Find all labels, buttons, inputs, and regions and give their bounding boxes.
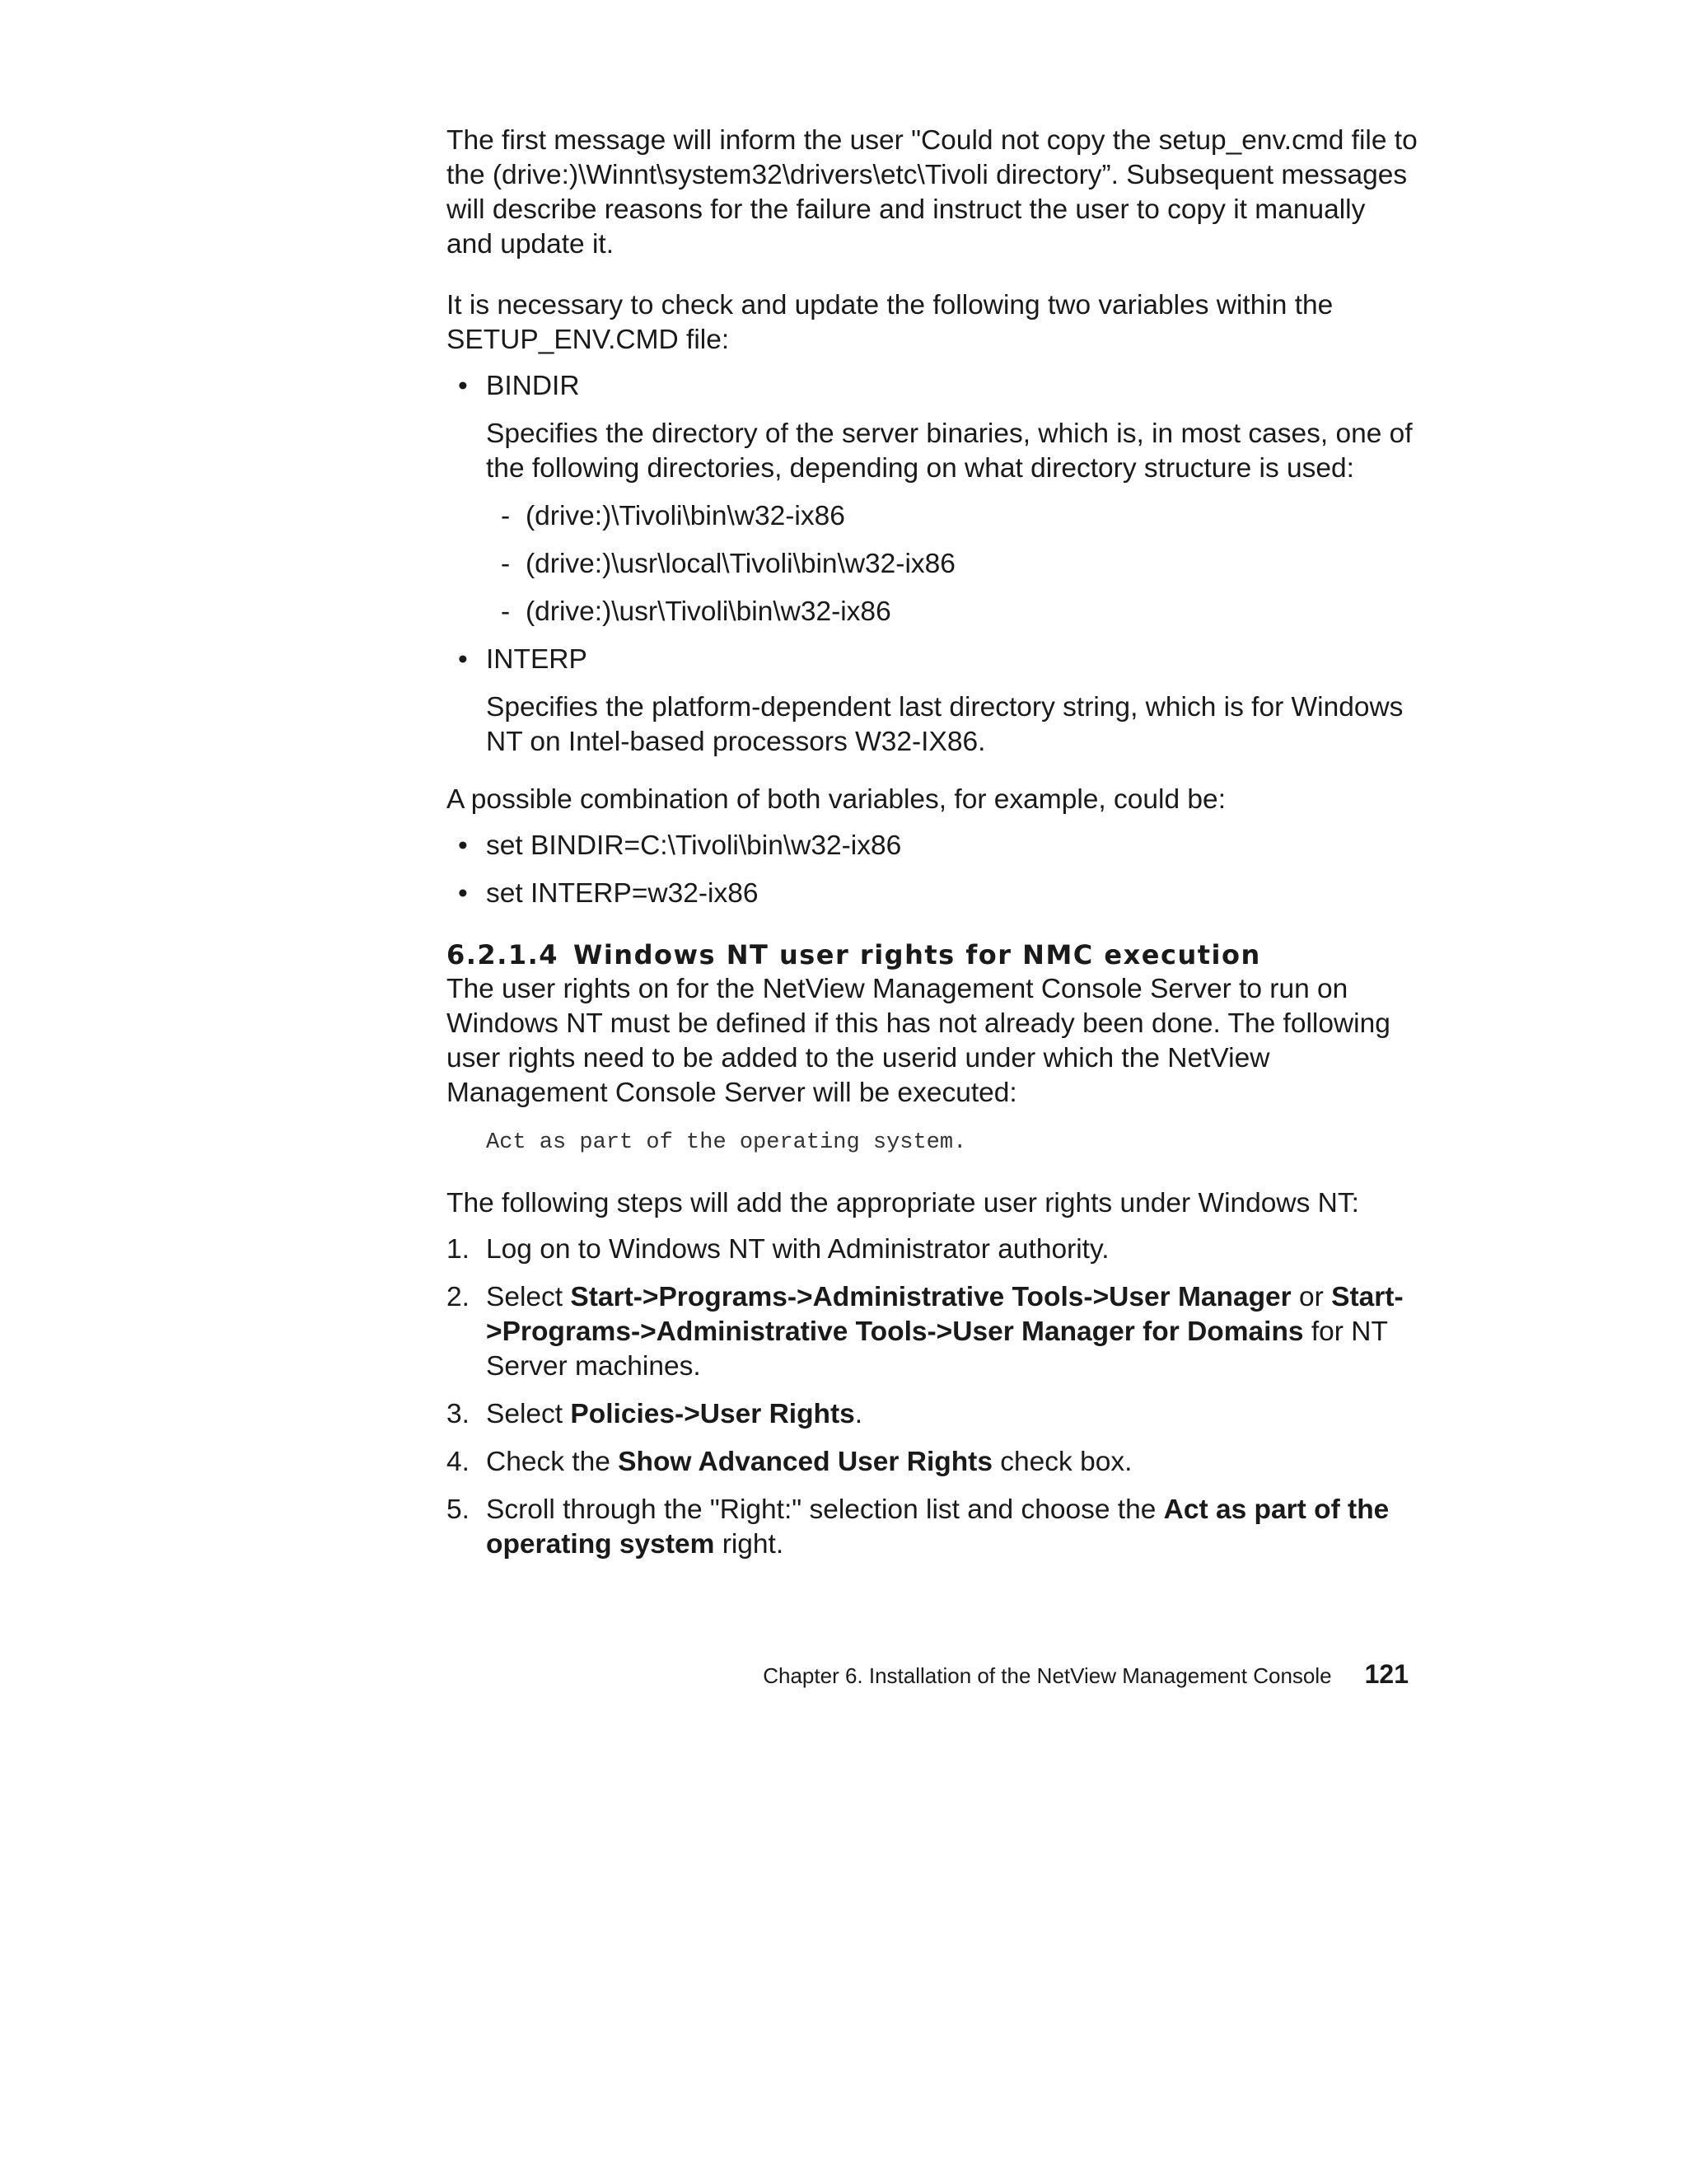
steps-intro: The following steps will add the appropriate user rights under Windows NT: — [446, 1188, 1359, 1218]
variable-name: BINDIR — [486, 371, 580, 401]
footer-chapter: Chapter 6. Installation of the NetView Management Console — [763, 1663, 1332, 1688]
step-number: 2. — [446, 1282, 470, 1312]
path-item: - (drive:)\usr\local\Tivoli\bin\w32-ix86 — [486, 547, 1418, 582]
menu-path-user-manager-domains: Start->Programs->Administrative Tools->User Manager for Domains — [486, 1282, 1404, 1347]
step-item — [446, 1280, 1418, 1384]
example-line: • set BINDIR=C:\Tivoli\bin\w32-ix86 — [446, 829, 1418, 863]
section-body: The user rights on for the NetView Management Console Server to run on Windows NT must be defined if this has not already been done. The following user rights need to be added to the userid under which the NetView Management Console Server will be executed: — [446, 974, 1390, 1108]
section-number: 6.2.1.4 — [446, 939, 559, 970]
steps-list — [446, 1232, 1418, 1562]
code-sample: Act as part of the operating system. — [486, 1130, 967, 1155]
step-text-pre: Scroll through the "Right:" selection list and choose the — [486, 1494, 1164, 1525]
step-text-post: right. — [714, 1529, 784, 1560]
example-list — [446, 829, 1418, 911]
variable-item-bindir — [446, 369, 1418, 629]
section-title: Windows NT user rights for NMC execution — [573, 939, 1261, 970]
variable-description: Specifies the directory of the server binaries, which is, in most cases, one of the following directories, depending on what directory structure is used: — [486, 419, 1413, 484]
step-number: 1. — [446, 1234, 470, 1265]
page-number: 121 — [1364, 1659, 1409, 1689]
step-text-pre: Check the — [486, 1447, 619, 1477]
step-text-post: check box. — [992, 1447, 1133, 1477]
checkbox-label-advanced-rights: Show Advanced User Rights — [618, 1447, 993, 1477]
path-item: - (drive:)\Tivoli\bin\w32-ix86 — [486, 499, 1418, 534]
variable-description: Specifies the platform-dependent last directory string, which is for Windows NT on Intel-based processors W32-IX86. — [486, 692, 1404, 757]
variable-name: INTERP — [486, 644, 587, 675]
step-item — [446, 1493, 1418, 1562]
page-footer — [446, 1660, 1409, 1690]
menu-path-user-manager: Start->Programs->Administrative Tools->User Manager — [570, 1282, 1292, 1312]
step-item — [446, 1445, 1418, 1480]
step-text-pre: Select — [486, 1282, 571, 1312]
variable-list — [446, 369, 1418, 760]
variable-item-interp — [446, 643, 1418, 760]
step-text-post: . — [854, 1399, 863, 1429]
step-item — [446, 1397, 1418, 1432]
step-number: 3. — [446, 1399, 470, 1429]
step-number: 5. — [446, 1494, 470, 1525]
section-heading — [446, 938, 1418, 972]
step-text: Log on to Windows NT with Administrator authority. — [486, 1234, 1110, 1265]
step-text-post: for NT Server machines. — [486, 1316, 1388, 1382]
menu-path-user-rights: Policies->User Rights — [570, 1399, 855, 1429]
step-text-pre: Select — [486, 1399, 571, 1429]
step-text-mid: or — [1291, 1282, 1332, 1312]
path-item: - (drive:)\usr\Tivoli\bin\w32-ix86 — [486, 595, 1418, 629]
intro-paragraph-2: It is necessary to check and update the following two variables within the SETUP_ENV.CMD file: — [446, 290, 1334, 355]
intro-paragraph-1: The first message will inform the user "Could not copy the setup_env.cmd file to the (drive:)\Winnt\system32\drivers\etc\Tivoli directory”. Subsequent messages will describe reasons for the failure and instruct the user to copy it manually and update it. — [446, 125, 1418, 260]
step-number: 4. — [446, 1447, 470, 1477]
page-body — [446, 124, 1418, 1575]
step-item — [446, 1232, 1418, 1267]
example-line: • set INTERP=w32-ix86 — [446, 877, 1418, 911]
example-intro: A possible combination of both variables, for example, could be: — [446, 784, 1226, 815]
right-name: Act as part of the operating system — [486, 1494, 1390, 1560]
path-list — [486, 499, 1418, 629]
